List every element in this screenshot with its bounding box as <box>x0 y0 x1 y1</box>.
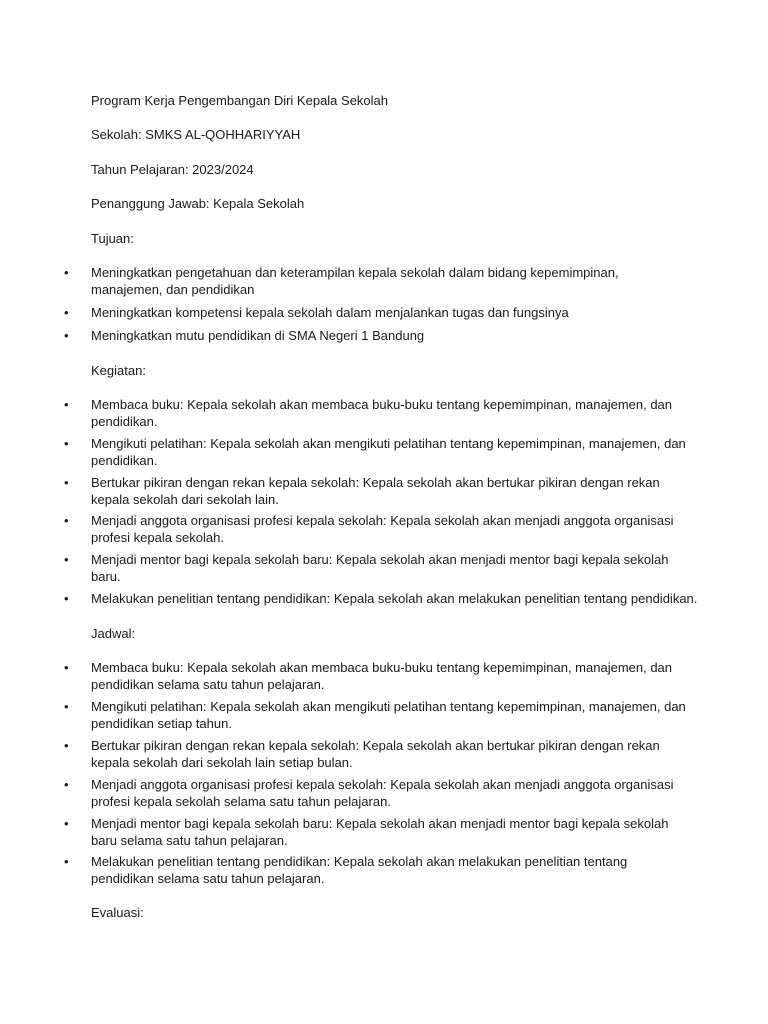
goal-item <box>0 305 691 322</box>
bullet-icon: • <box>64 436 69 451</box>
goal-text: Meningkatkan mutu pendidikan di SMA Negeri 1 Bandung <box>91 328 425 343</box>
goal-text: Meningkatkan pengetahuan dan keterampilan kepala sekolah dalam bidang kepemimpinan, manajemen, dan pendidikan <box>91 265 619 297</box>
goal-item <box>0 265 691 298</box>
bullet-icon: • <box>64 475 69 490</box>
activities-heading: Kegiatan: <box>91 363 146 378</box>
responsible-line: Penanggung Jawab: Kepala Sekolah <box>91 196 305 211</box>
activity-text: Menjadi mentor bagi kepala sekolah baru: Kepala sekolah akan menjadi mentor bagi kepala sekolah baru. <box>91 552 669 584</box>
schedule-item <box>0 854 691 887</box>
document-title: Program Kerja Pengembangan Diri Kepala Sekolah <box>91 93 389 108</box>
activity-text: Bertukar pikiran dengan rekan kepala sekolah: Kepala sekolah akan bertukar pikiran dengan rekan kepala sekolah dari sekolah lain. <box>91 475 660 507</box>
schedule-text: Mengikuti pelatihan: Kepala sekolah akan mengikuti pelatihan tentang kepemimpinan, manajemen, dan pendidikan setiap tahun. <box>91 699 686 731</box>
bullet-icon: • <box>64 591 69 606</box>
schedule-item <box>0 660 691 693</box>
activity-item <box>0 436 691 469</box>
schedule-text: Membaca buku: Kepala sekolah akan membaca buku-buku tentang kepemimpinan, manajemen, dan pendidikan selama satu tahun pelajaran. <box>91 660 673 692</box>
year-line: Tahun Pelajaran: 2023/2024 <box>91 162 254 177</box>
schedule-text: Bertukar pikiran dengan rekan kepala sekolah: Kepala sekolah akan bertukar pikiran dengan rekan kepala sekolah dari sekolah lain setiap bulan. <box>91 738 660 770</box>
schedule-item <box>0 816 691 849</box>
schedule-item <box>0 699 691 732</box>
bullet-icon: • <box>64 738 69 753</box>
school-line: Sekolah: SMKS AL-QOHHARIYYAH <box>91 127 301 142</box>
goal-item <box>0 328 691 345</box>
bullet-icon: • <box>64 777 69 792</box>
activity-text: Menjadi anggota organisasi profesi kepala sekolah: Kepala sekolah akan menjadi anggota organisasi profesi kepala sekolah. <box>91 513 674 545</box>
evaluation-heading: Evaluasi: <box>91 905 144 920</box>
schedule-text: Menjadi mentor bagi kepala sekolah baru: Kepala sekolah akan menjadi mentor bagi kepala sekolah baru selama satu tahun pelajaran. <box>91 816 669 848</box>
activity-item <box>0 397 691 430</box>
bullet-icon: • <box>64 699 69 714</box>
bullet-icon: • <box>64 513 69 528</box>
activity-item <box>0 591 731 608</box>
schedule-text: Melakukan penelitian tentang pendidikan: Kepala sekolah akan melakukan penelitian tentang pendidikan selama satu tahun pelajaran. <box>91 854 628 886</box>
bullet-icon: • <box>64 816 69 831</box>
activity-text: Melakukan penelitian tentang pendidikan: Kepala sekolah akan melakukan penelitian tentang pendidikan. <box>91 591 698 606</box>
schedule-text: Menjadi anggota organisasi profesi kepala sekolah: Kepala sekolah akan menjadi anggota organisasi profesi kepala sekolah selama satu tahun pelajaran. <box>91 777 674 809</box>
bullet-icon: • <box>64 854 69 869</box>
activity-text: Membaca buku: Kepala sekolah akan membaca buku-buku tentang kepemimpinan, manajemen, dan pendidikan. <box>91 397 673 429</box>
activity-item <box>0 475 691 508</box>
activity-item <box>0 552 691 585</box>
goal-text: Meningkatkan kompetensi kepala sekolah dalam menjalankan tugas dan fungsinya <box>91 305 569 320</box>
bullet-icon: • <box>64 552 69 567</box>
bullet-icon: • <box>64 305 69 320</box>
bullet-icon: • <box>64 660 69 675</box>
bullet-icon: • <box>64 265 69 280</box>
bullet-icon: • <box>64 397 69 412</box>
goals-heading: Tujuan: <box>91 231 134 246</box>
schedule-item <box>0 777 691 810</box>
bullet-icon: • <box>64 328 69 343</box>
activity-text: Mengikuti pelatihan: Kepala sekolah akan mengikuti pelatihan tentang kepemimpinan, manajemen, dan pendidikan. <box>91 436 686 468</box>
schedule-item <box>0 738 691 771</box>
activity-item <box>0 513 691 546</box>
schedule-heading: Jadwal: <box>91 626 136 641</box>
